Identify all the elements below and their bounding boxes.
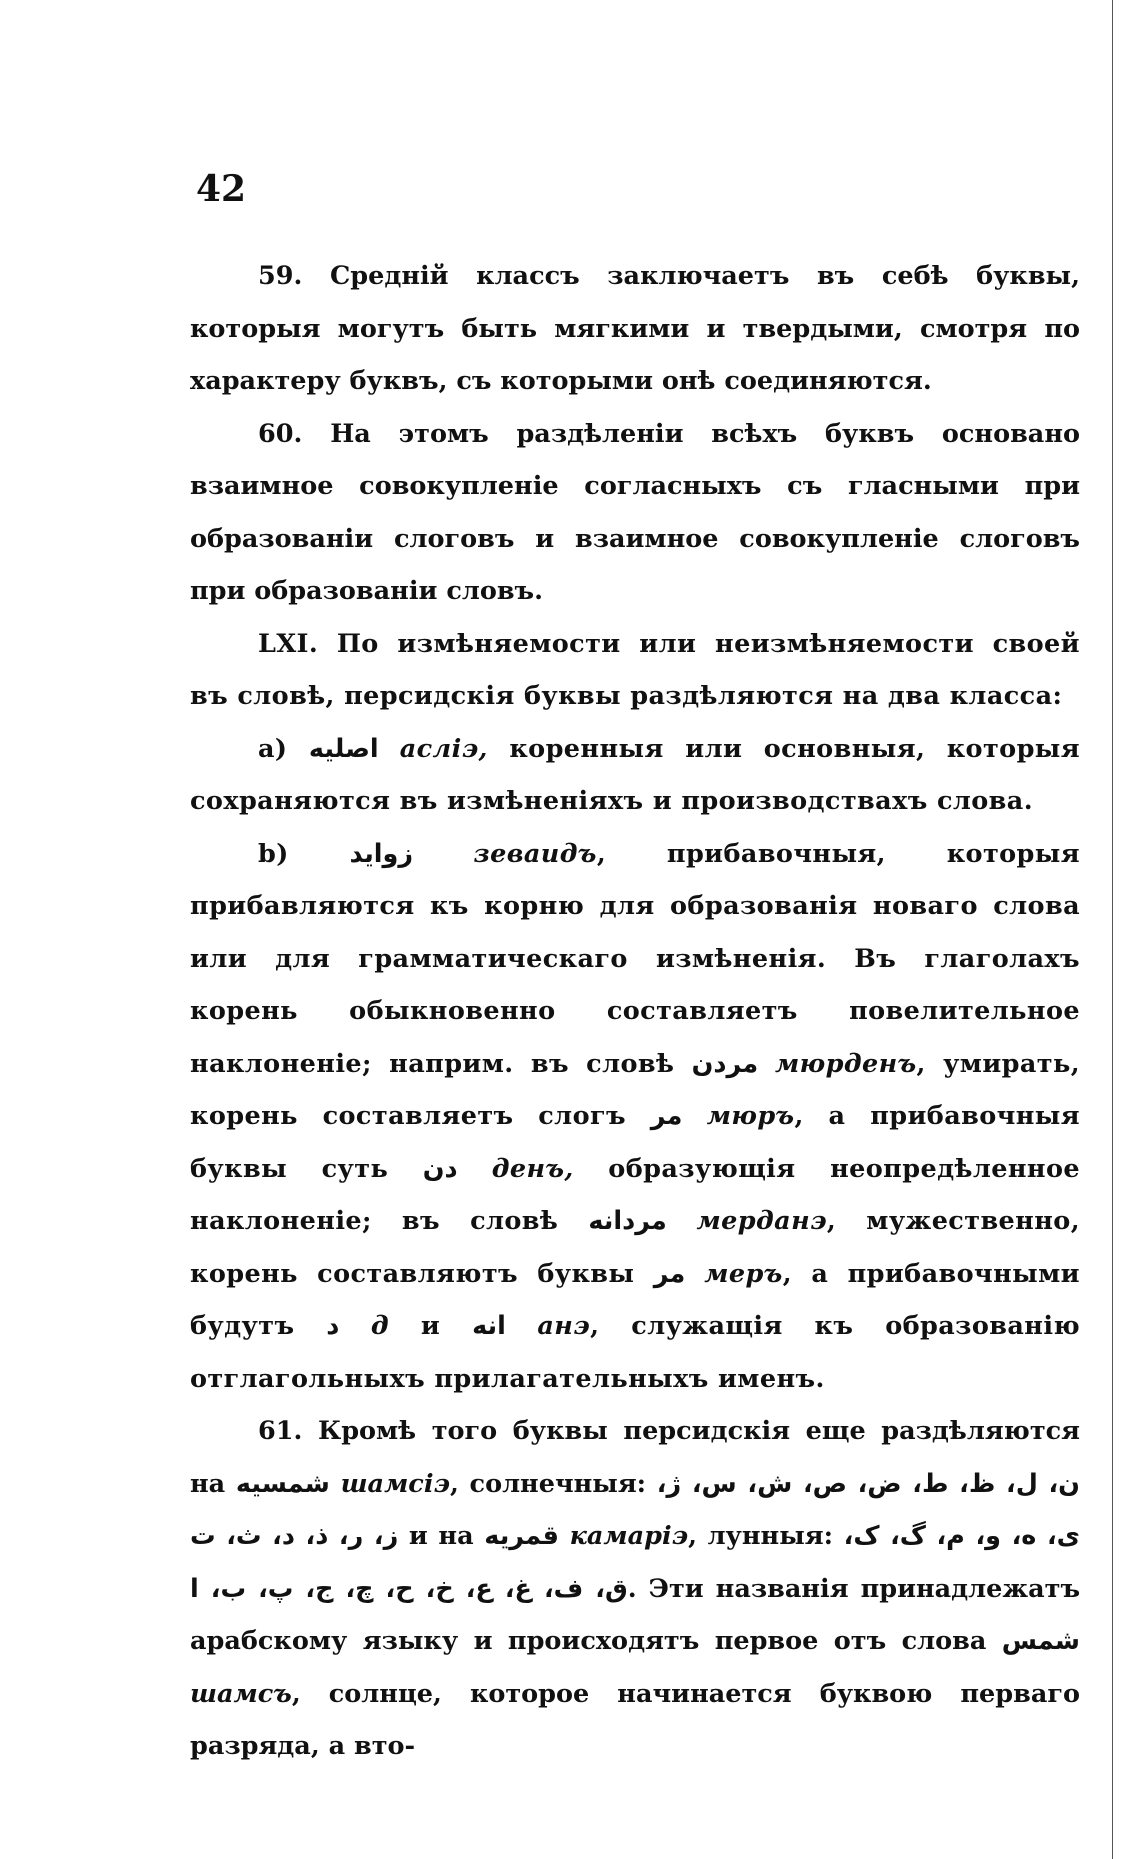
moon-letters: ی، ه، و، م، گ، ک، ق، ف، غ، ع، خ، ح، چ، ج، پ، ب، ا	[190, 1521, 1081, 1604]
item-text: и	[420, 1311, 441, 1341]
persian-word: مردانه	[588, 1206, 667, 1236]
paragraph-text: , солнце, которое начинается буквою перваго разряда, а вто-	[190, 1678, 1080, 1761]
paragraph-number: LXI.	[258, 628, 319, 659]
item-a	[190, 723, 1080, 828]
transliteration: денъ,	[491, 1153, 574, 1184]
transliteration: шамсъ	[190, 1678, 292, 1709]
transliteration: мюръ	[706, 1101, 795, 1131]
item-text: , а прибавочными будутъ	[190, 1258, 1080, 1341]
transliteration: мерданэ	[696, 1206, 827, 1236]
paragraph-59	[190, 250, 1080, 408]
sun-letters: ن، ل، ظ، ط، ض، ص، ش، س، ژ، ز، ر، ذ، د، ث، ت	[190, 1468, 1080, 1551]
persian-word: د	[326, 1311, 340, 1341]
item-b	[190, 828, 1080, 1406]
persian-word: انه	[472, 1311, 506, 1341]
item-text: , мужественно, корень составляютъ буквы	[190, 1206, 1080, 1289]
transliteration: аслiэ,	[399, 733, 488, 764]
paragraph-text: Средній классъ заключаетъ въ себѣ буквы, которыя могутъ быть мягкими и твердыми, смотря по характеру буквъ, съ которыми онѣ соединяются.	[190, 261, 1080, 396]
persian-word: مردن	[691, 1048, 759, 1079]
persian-word: مر	[650, 1101, 683, 1131]
item-marker: b)	[258, 838, 289, 869]
item-text: коренныя или основныя, которыя сохраняются въ измѣненіяхъ и производствахъ слова.	[190, 733, 1081, 816]
item-text: , прибавочныя, которыя прибавляются къ корню для образованія новаго слова или для грамматическаго измѣненія. Въ глаголахъ корень обыкновенно составляетъ повелительное наклоненіе; наприм. въ словѣ	[190, 838, 1080, 1079]
item-text: , служащія къ образованію отглагольныхъ прилагательныхъ именъ.	[190, 1311, 1080, 1394]
transliteration: анэ	[537, 1311, 591, 1341]
paragraph-text: , солнечныя:	[449, 1468, 647, 1499]
persian-word: زوايد	[349, 838, 414, 869]
transliteration: зеваидъ	[473, 838, 597, 869]
body-text	[190, 250, 1080, 1773]
transliteration: шамсiэ	[340, 1468, 450, 1499]
item-marker: a)	[258, 733, 288, 764]
paragraph-text: По измѣняемости или неизмѣняемости своей въ словѣ, персидскія буквы раздѣляются на два класса:	[190, 628, 1080, 711]
transliteration: меръ	[704, 1258, 783, 1289]
paragraph-number: 59.	[258, 261, 303, 291]
paragraph-text: , лунныя:	[688, 1521, 834, 1551]
paragraph-lxi	[190, 618, 1080, 723]
paragraph-text: . Эти названія принадлежатъ арабскому языку и происходятъ первое отъ слова	[190, 1573, 1080, 1656]
item-text: , умирать, корень составляетъ слогъ	[190, 1048, 1080, 1131]
item-text: образующія неопредѣленное наклоненіе; въ словѣ	[190, 1153, 1080, 1236]
transliteration: камарiэ	[569, 1521, 689, 1551]
paragraph-text: На этомъ раздѣленіи всѣхъ буквъ основано взаимное совокупленіе согласныхъ съ гласными при образованіи слоговъ и взаимное совокупленіе слоговъ при образованіи словъ.	[190, 418, 1080, 606]
persian-word: اصليه	[308, 733, 379, 764]
paragraph-60	[190, 408, 1080, 618]
paragraph-text: и на	[408, 1521, 474, 1551]
item-text: , а прибавочныя буквы суть	[190, 1101, 1080, 1184]
persian-word: قمريه	[484, 1521, 559, 1551]
persian-word: شمس	[1001, 1626, 1080, 1656]
persian-word: شمسيه	[235, 1468, 330, 1499]
paragraph-61	[190, 1405, 1080, 1773]
paragraph-text: Кромѣ того буквы персидскія еще раздѣляются на	[190, 1416, 1080, 1499]
paragraph-number: 61.	[258, 1416, 303, 1446]
persian-word: دن	[422, 1153, 458, 1184]
paragraph-number: 60.	[258, 418, 303, 449]
page-edge-line	[1112, 0, 1113, 1859]
persian-word: مر	[653, 1258, 686, 1289]
transliteration: д	[370, 1311, 390, 1341]
transliteration: мюрденъ	[775, 1048, 917, 1079]
page-number: 42	[196, 168, 247, 210]
